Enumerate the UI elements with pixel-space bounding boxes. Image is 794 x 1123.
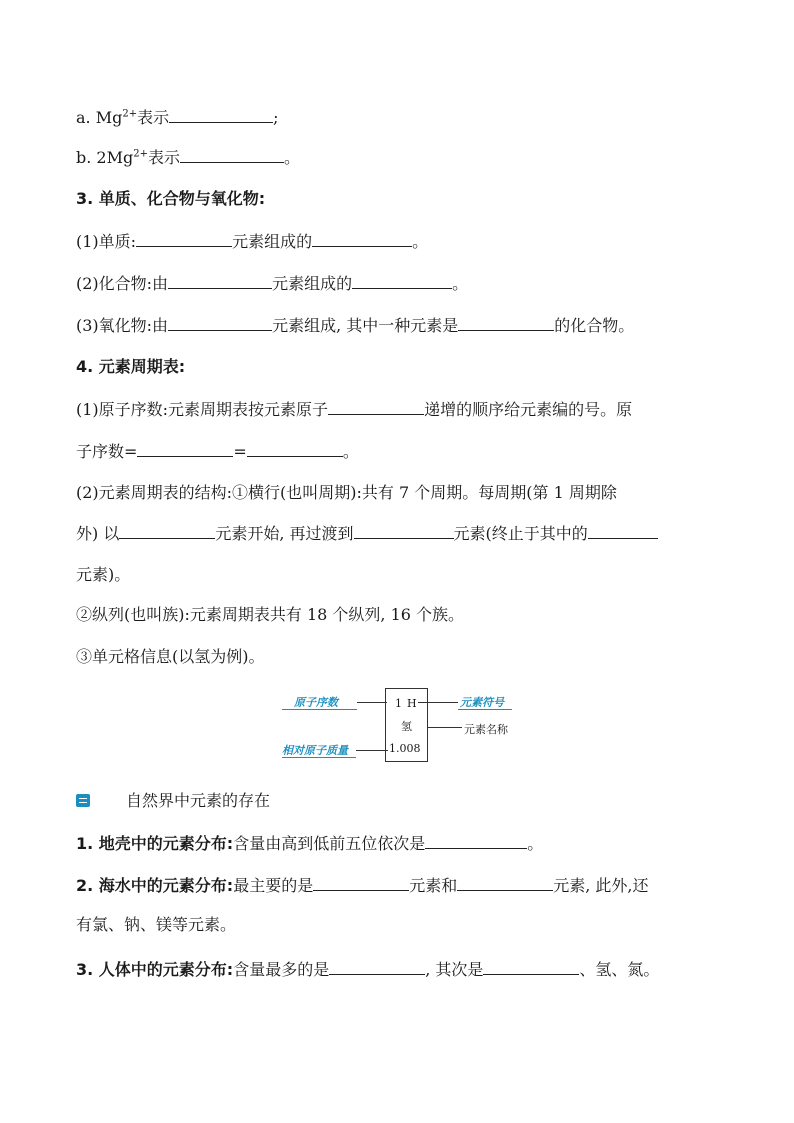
- line-nature-3: 3. 人体中的元素分布:含量最多的是 , 其次是 、氢、氮。: [76, 960, 660, 979]
- line-4-2d: ②纵列(也叫族):元素周期表共有 18 个纵列, 16 个族。: [76, 605, 465, 624]
- leader-line: [356, 750, 388, 751]
- section-3-title: 3. 单质、化合物与氧化物:: [76, 189, 266, 208]
- label-underline: [282, 709, 357, 710]
- line-3-3: (3)氧化物:由 元素组成, 其中一种元素是 的化合物。: [76, 316, 635, 335]
- answer-blank[interactable]: [458, 314, 554, 331]
- line-3-1: (1)单质: 元素组成的 。: [76, 232, 429, 251]
- answer-blank[interactable]: [168, 272, 272, 289]
- label-element-symbol: 元素符号: [460, 696, 504, 709]
- label-relative-atomic-mass: 相对原子质量: [282, 744, 348, 757]
- element-cell-diagram: [280, 686, 520, 764]
- answer-blank[interactable]: [119, 522, 215, 539]
- answer-blank[interactable]: [168, 314, 272, 331]
- section-4-title: 4. 元素周期表:: [76, 357, 186, 376]
- section-heading: 自然界中元素的存在: [126, 791, 271, 810]
- answer-blank[interactable]: [483, 958, 579, 975]
- line-nature-1: 1. 地壳中的元素分布:含量由高到低前五位依次是 。: [76, 834, 544, 853]
- answer-blank[interactable]: [180, 146, 284, 163]
- line-nature-2: 2. 海水中的元素分布:最主要的是 元素和 元素, 此外,还: [76, 876, 649, 895]
- answer-blank[interactable]: [328, 398, 424, 415]
- line-nature-2b: 有氯、钠、镁等元素。: [76, 915, 237, 934]
- leader-line: [428, 727, 462, 728]
- leader-line: [418, 702, 458, 703]
- line-4-1b: 子序数= = 。: [76, 442, 359, 461]
- cell-atomic-mass: 1.008: [389, 742, 421, 755]
- answer-blank[interactable]: [137, 440, 233, 457]
- label-underline: [282, 757, 356, 758]
- line-4-2c: 元素)。: [76, 565, 131, 584]
- line-4-2e: ③单元格信息(以氢为例)。: [76, 647, 265, 666]
- answer-blank[interactable]: [329, 958, 425, 975]
- answer-blank[interactable]: [457, 874, 553, 891]
- answer-blank[interactable]: [312, 230, 412, 247]
- line-3-2: (2)化合物:由 元素组成的 。: [76, 274, 469, 293]
- line-a: a. $Mg^{2+}$表示 ;: [76, 108, 279, 127]
- element-cell: [385, 688, 428, 762]
- answer-blank[interactable]: [354, 522, 454, 539]
- line-b: b. $2Mg^{2+}$表示 。: [76, 148, 300, 167]
- answer-blank[interactable]: [247, 440, 343, 457]
- label-underline: [458, 709, 512, 710]
- line-4-1a: (1)原子序数:元素周期表按元素原子 递增的顺序给元素编的号。原: [76, 400, 633, 419]
- answer-blank[interactable]: [588, 522, 658, 539]
- cell-atomic-number: 1: [395, 697, 402, 710]
- label-element-name: 元素名称: [464, 723, 508, 736]
- answer-blank[interactable]: [313, 874, 409, 891]
- answer-blank[interactable]: [425, 832, 527, 849]
- answer-blank[interactable]: [352, 272, 452, 289]
- label-atomic-number: 原子序数: [294, 696, 338, 709]
- line-4-2b: 外) 以 元素开始, 再过渡到 元素(终止于其中的: [76, 522, 658, 545]
- cell-element-symbol: H: [407, 697, 417, 710]
- answer-blank[interactable]: [136, 230, 232, 247]
- leader-line: [357, 702, 387, 703]
- cell-element-name: 氢: [401, 720, 412, 733]
- section-list-icon: [76, 794, 90, 807]
- line-4-2a: (2)元素周期表的结构:①横行(也叫周期):共有 7 个周期。每周期(第 1 周期除: [76, 483, 617, 502]
- answer-blank[interactable]: [169, 106, 273, 123]
